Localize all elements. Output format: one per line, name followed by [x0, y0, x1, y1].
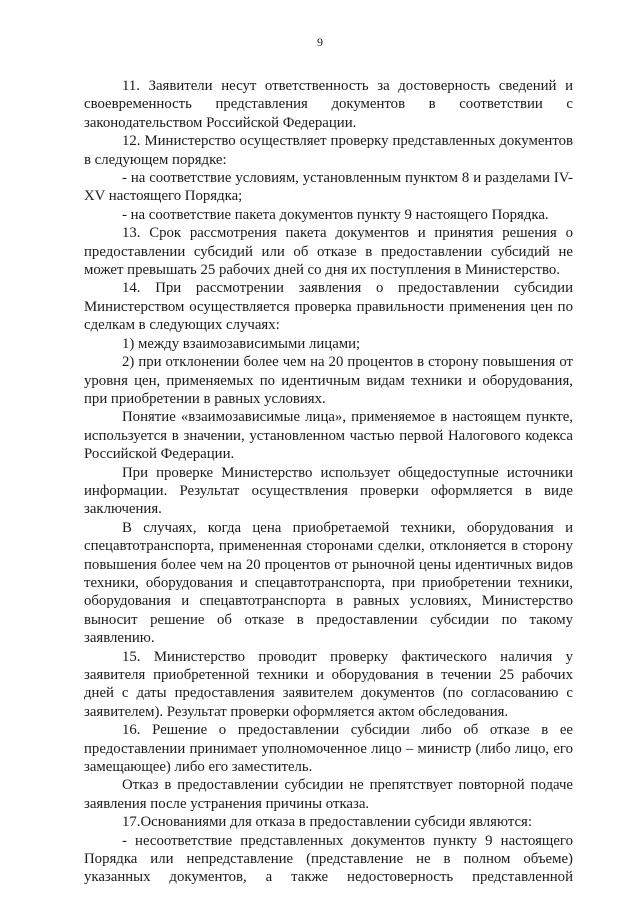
paragraph-15: 15. Министерство проводит проверку фактического наличия у заявителя приобретенной техники и оборудования в течении 25 рабочих дней с даты предоставления заявителем документов (по согласованию с заявителем). Результат проверки оформляется актом обследования.: [84, 648, 573, 720]
paragraph-14-item-1: 1) между взаимозависимыми лицами;: [122, 335, 361, 352]
paragraph-12: 12. Министерство осуществляет проверку представленных документов в следующем порядке:: [84, 133, 573, 168]
paragraph-16: 16. Решение о предоставлении субсидии либо об отказе в ее предоставлении принимает уполномоченное лицо – министр (либо лицо, его замещающее) либо его заместитель.: [84, 722, 573, 776]
paragraph-11: 11. Заявители несут ответственность за достоверность сведений и своевременность представления документов в соответствии с законодательством Российской Федерации.: [84, 78, 573, 131]
paragraph-16-reapply: Отказ в предоставлении субсидии не препятствует повторной подаче заявления после устранения причины отказа.: [84, 777, 573, 812]
paragraph-14-item-2: 2) при отклонении более чем на 20 процентов в сторону повышения от уровня цен, применяемых по идентичным видам техники и оборудования, при приобретении в равных условиях.: [84, 354, 573, 407]
paragraph-12-item-2: - на соответствие пакета документов пункту 9 настоящего Порядка.: [122, 206, 549, 223]
paragraph-12-item-1: - на соответствие условиям, установленным пунктом 8 и разделами IV-XV настоящего Порядка;: [84, 170, 573, 205]
page-number: 9: [317, 35, 323, 49]
paragraph-14: 14. При рассмотрении заявления о предоставлении субсидии Министерством осуществляется проверка правильности применения цен по сделкам в следующих случаях:: [84, 280, 573, 334]
paragraph-17: 17.Основаниями для отказа в предоставлении субсиди являются:: [122, 814, 532, 831]
paragraph-13: 13. Срок рассмотрения пакета документов и принятия решения о предоставлении субсидий или об отказе в предоставлении субсидий не может превышать 25 рабочих дней со дня их поступления в Министерство.: [84, 225, 573, 279]
paragraph-14-sources: При проверке Министерство использует общедоступные источники информации. Результат осуществления проверки оформляется в виде заключения.: [84, 464, 573, 518]
paragraph-17-item-1: - несоответствие представленных документов пункту 9 настоящего Порядка или непредставление (представление не в полном объеме) указанных документов, а также недостоверность представленной: [84, 832, 573, 886]
paragraph-14-refusal: В случаях, когда цена приобретаемой техники, оборудования и спецавтотранспорта, примененная сторонами сделки, отклоняется в сторону повышения более чем на 20 процентов от рыночной цены идентичных видов техники, оборудования и спецавтотранспорта, при приобретении техники, оборудования и спецавтотранспорта в равных условиях, Министерство выносит решение об отказе в предоставлении субсидии по такому заявлению.: [84, 519, 573, 647]
document-body: [84, 77, 573, 887]
paragraph-14-definition: Понятие «взаимозависимые лица», применяемое в настоящем пункте, используется в значении, установленном частью первой Налогового кодекса Российской Федерации.: [84, 409, 573, 463]
